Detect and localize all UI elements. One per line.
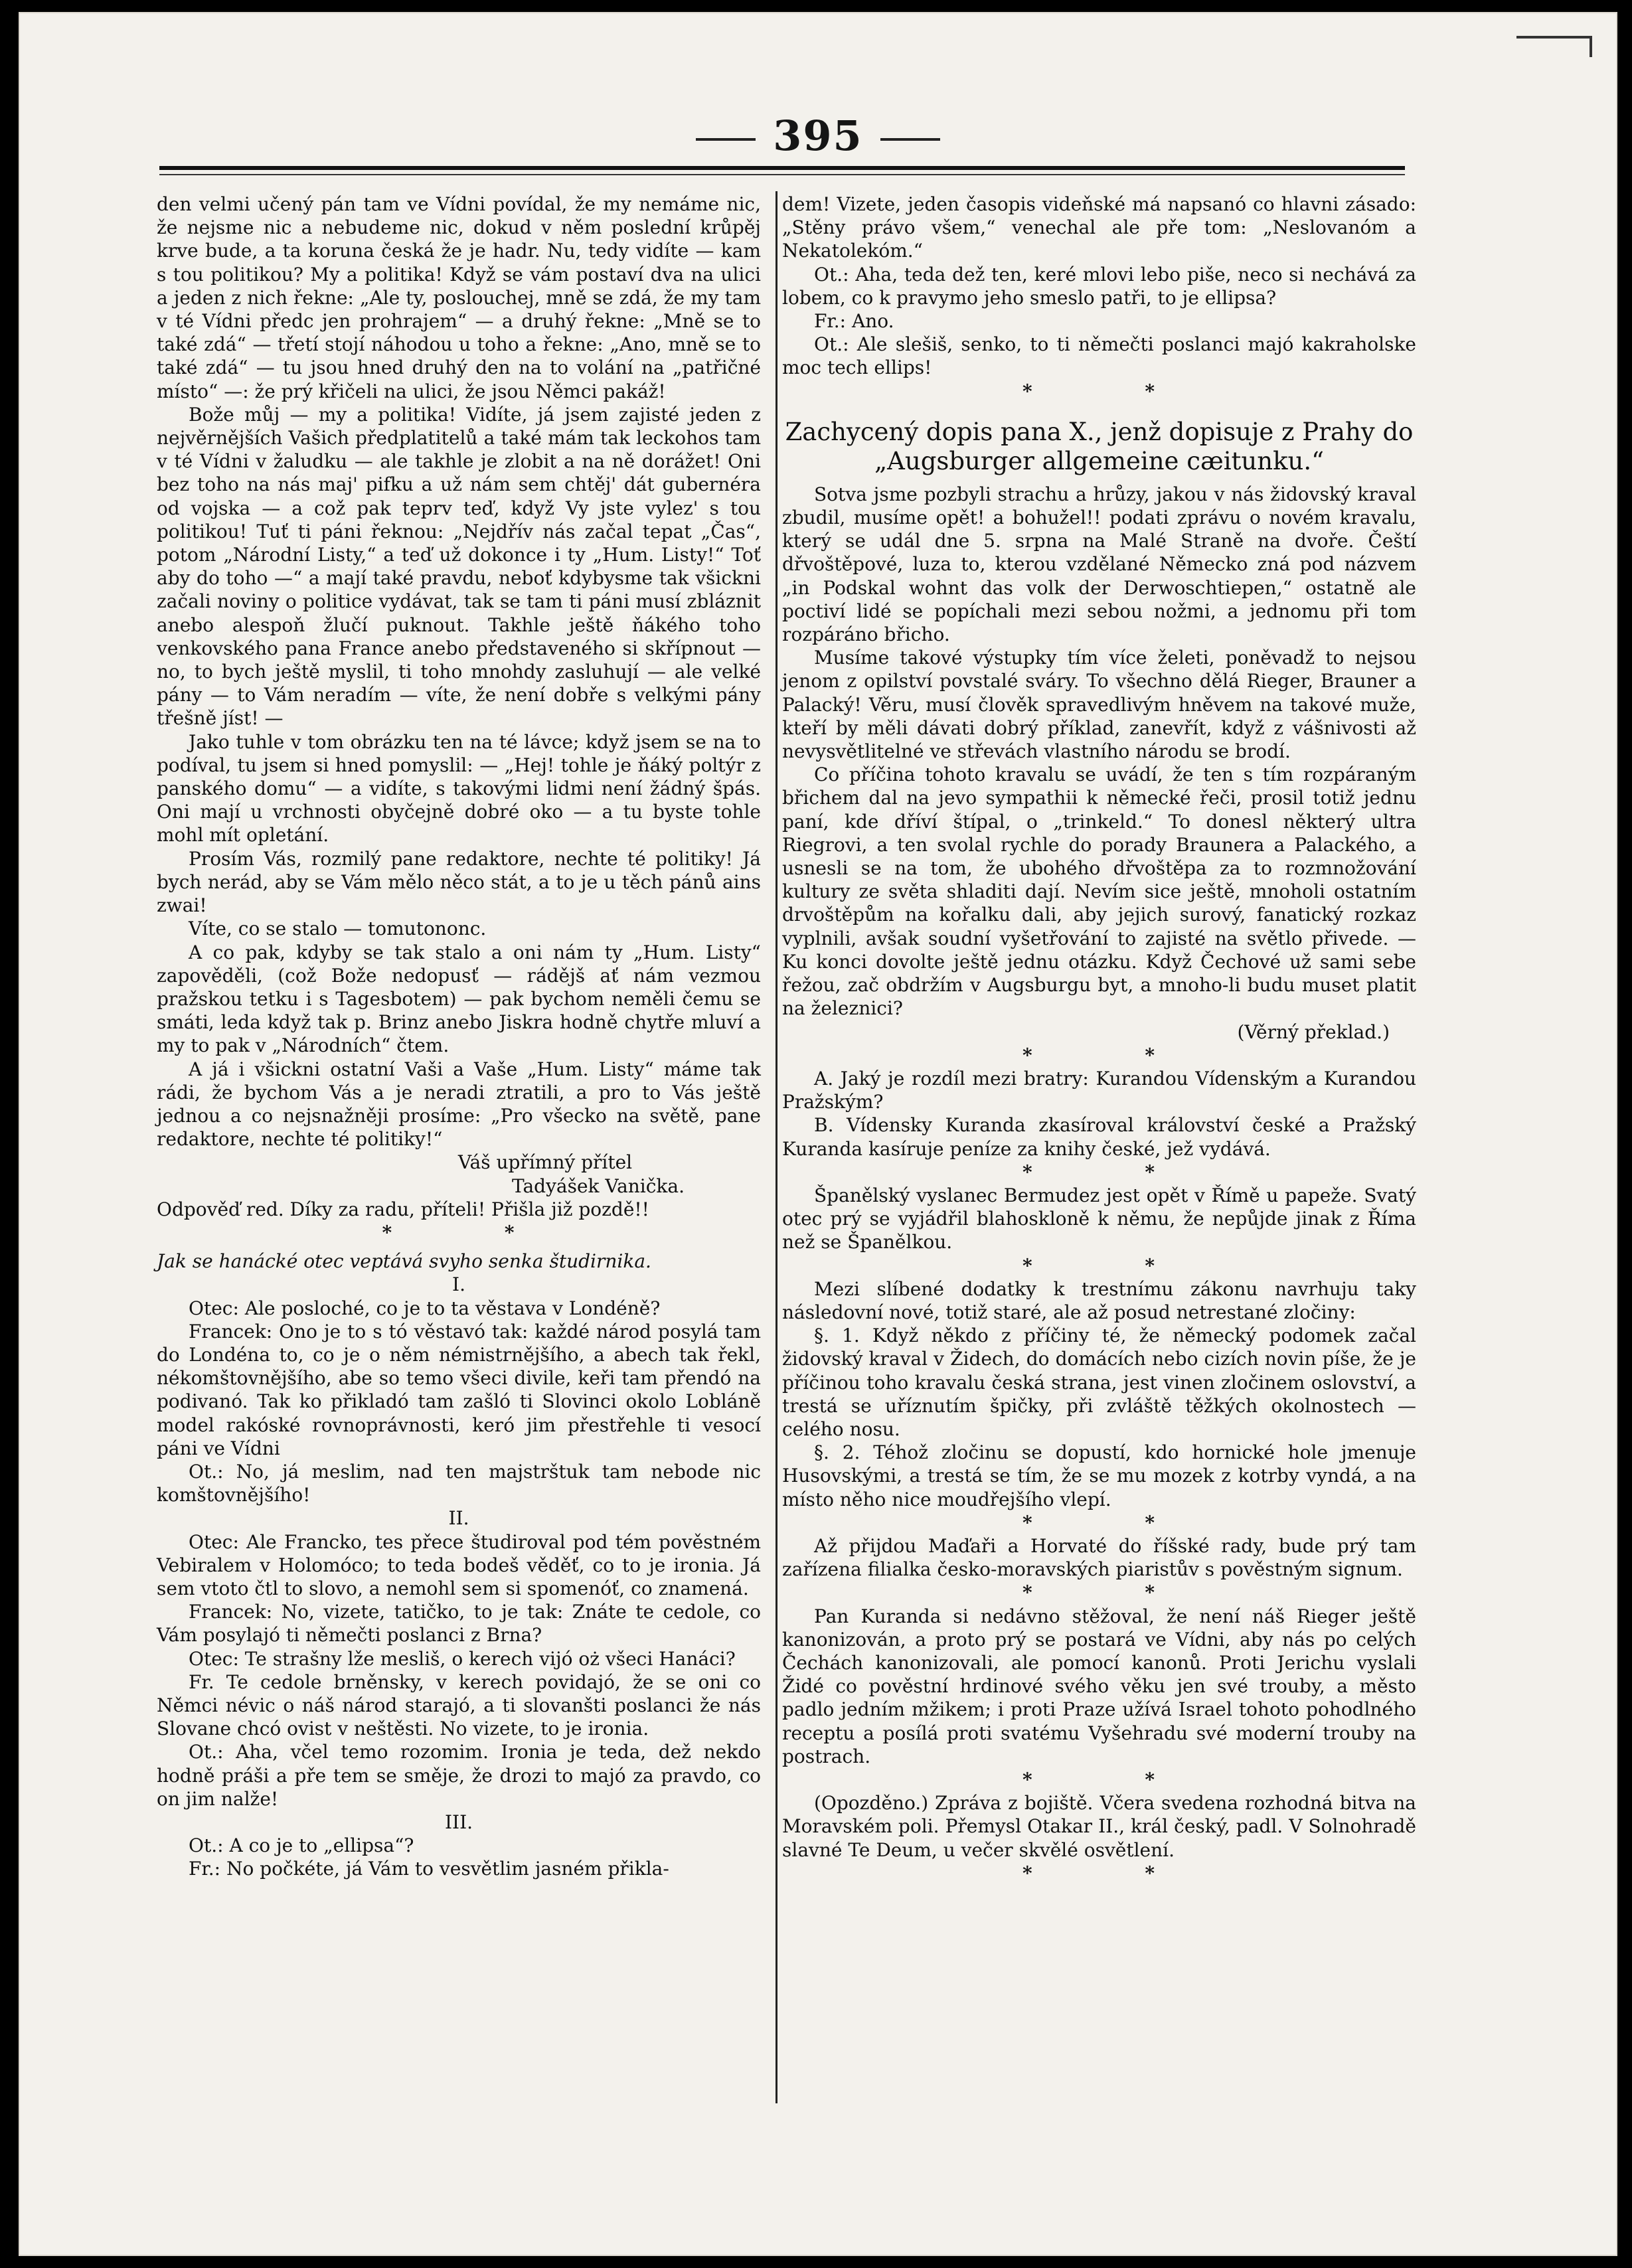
corner-bracket [1516,36,1592,57]
right-column [782,193,1416,1885]
dialogue-line: Ot.: A co je to „ellipsa“? [189,1834,414,1857]
separator-stars: * * [1022,1511,1208,1534]
column-divider [775,191,777,2103]
letter-signature: Tadyášek Vanička. [511,1174,685,1197]
letter-paragraph: Víte, co se stalo — tomutononc. [189,918,487,940]
letter-paragraph: Bože můj — my a politika! Vidíte, já jsem zajisté jeden z nejvěrnějších Vašich předplatitelů a také mám tak leckohos tam v té Vídni v žaludku — ale takhle je zlobit a na ně dorážet! Oni bez toho na nás maj' pifku a už nám sem chtěj' dát gubernéra od vojska — a což pak teprv teď, když Vy jste vylez' s tou politikou! Tuť ti páni řeknou: „Nejdřív nás začal tepat „Čas“, potom „Národní Listy,“ a teď už dokonce i ty „Hum. Listy!“ Toť aby do toho —“ a mají také pravdu, neboť kdybysme tak všickni začali noviny o politice vydávat, tak se tam ti páni musí zbláznit anebo alespoň žlučí puknout. Takhle ještě ňákého toho venkovského pana France anebo představeného si skřípnout — no, to bych ještě myslil, ti toho mnohdy zasluhují — ale velké pány — to Vám neradím — víte, že není dobře s velkými pány třešně jíst! — [157,403,761,730]
separator-stars: * * [1022,1769,1208,1791]
news-paragraph: Až přijdou Maďaři a Horvaté do říšské rady, bude prý tam zařízena filialka česko-moravských piaristův s pověstným signum. [782,1534,1416,1581]
letter-paragraph: Jako tuhle v tom obrázku ten na té lávce; když jsem se na to podíval, tu jsem si hned pomyslil: — „Hej! tohle je ňáký poltýr z panského domu“ — a vidíte, s takovými lidmi není žádný špás. Oni mají u vrchnosti obyčejně dobré oko — a tu byste tohle mohl mít opletání. [157,730,761,847]
separator-stars: * * [1022,1161,1208,1183]
article-paragraph: Sotva jsme pozbyli strachu a hrůzy, jakou v nás židovský kraval zbudil, musíme opět! a bohužel!! podati zprávu o novém kravalu, který se udál dne 5. srpna na Malé Straně na dvoře. Čeští dřvoštěpové, luza to, kterou vzdělané Německo zná pod názvem „in Podskal wohnt das volk der Derwoschtiepen,“ ostatně ale poctiví lidé se popíchali mezi sebou nožmi, a jednomu při tom rozpáráno břicho. [782,483,1416,646]
letter-paragraph: den velmi učený pán tam ve Vídni povídal, že my nemáme nic, že nejsme nic a nebudeme nic, dokud v něm poslední krůpěj krve bude, a ta koruna česká že je hadr. Nu, tedy vidíte — kam s tou politikou? My a politika! Když se vám postaví dva na ulici a jeden z nich řekne: „Ale ty, poslouchej, mně se zdá, že my tam v té Vídni předc jen prohrajem“ — a druhý řekne: „Mně se to také zdá“ — třetí stojí náhodou u toho a řekne: „Ano, mně se to také zdá“ — tu jsou hned druhý den na to volání na „patřičné místo“ —: že prý křičeli na ulici, že jsou Němci pakáž! [157,193,761,402]
dialogue-line: dem! Vizete, jeden časopis videňské má napsanó co hlavni zásado: „Stěny právo všem,“ venechal ale pře tom: „Neslovanóm a Nekatolekóm.“ [782,193,1416,262]
dialogue-line: Ot.: No, já meslim, nad ten majstrštuk tam nebode nic komštovnějšího! [157,1460,761,1506]
article-paragraph: Musíme takové výstupky tím více želeti, poněvadž to nejsou jenom z opilství povstalé sváry. To všechno dělá Rieger, Brauner a Palacký! Věru, musí člověk spravedlivým hněvem na takové muže, kteří by měli dávati dobrý příklad, zanevřít, když z vášnivosti až nevysvětlitelné ve střevách vlastního národu se brodí. [782,647,1416,763]
dialogue-line: Ot.: Aha, teda dež ten, keré mlovi lebo piše, neco si nechává za lobem, co k pravymo jeho smeslo patři, to je ellipsa? [782,263,1416,309]
dialogue-line: Ot.: Ale slešiš, senko, to ti němečti poslanci majó kakraholske moc tech ellips! [782,333,1416,379]
header-rule [159,166,1405,170]
letter-paragraph: A co pak, kdyby se tak stalo a oni nám ty „Hum. Listy“ zapověděli, (což Bože nedopusť — rádějš ať nám vezmou pražskou tetku i s Tagesbotem) — pak bychom neměli čemu se smáti, leda když tak p. Brinz anebo Jiskra hodně chytře mluví a my to pak v „Národních“ čtem. [157,941,761,1057]
news-paragraph: Mezi slíbené dodatky k trestnímu zákonu navrhuju taky následovní nové, totiž staré, ale až posud netrestané zločiny: [782,1277,1416,1323]
dialogue-line: Fr.: No počkéte, já Vám to vesvětlim jasném přikla- [189,1858,669,1880]
separator-stars: * * [1022,1254,1208,1277]
dialogue-line: Francek: Ono je to s tó věstavó tak: každé národ posylá tam do Londéna to, co je o něm némistrnějšího, a abech tak řekl, nékomštovnějšího, abe so temo všeci divile, keři tam přendó na podivanó. Tak ko přikladó tam zašló ti Slovinci okolo Lobláně model rakóské rovnoprávnosti, keró jim přestřehle ti vesocí páni ve Vídni [157,1320,761,1459]
dialogue-line: Ot.: Aha, včel temo rozomim. Ironia je teda, dež nekdo hodně práši a pře tem se směje, že drozi to majó za pravdo, co on jim nalže! [157,1741,761,1810]
newspaper-page [19,12,1617,2256]
law-paragraph: §. 1. Když někdo z příčiny té, že německý podomek začal židovský kraval v Židech, do domácích nebo cizích novin píše, že je příčinou toho kravalu česká strana, jest vinen zločinem oslovství, a trestá se uříznutím špičky, při zvláště těžkých okolnostech — celého nosu. [782,1325,1416,1440]
riddle-line: A. Jaký je rozdíl mezi bratry: Kurandou Vídenským a Kurandou Pražským? [782,1067,1416,1113]
riddle-line: B. Vídensky Kuranda zkasíroval království české a Pražský Kuranda kasíruje peníze za knihy české, jež vydává. [782,1114,1416,1160]
letter-closing: Váš upřímný přítel [457,1151,633,1174]
separator-stars: * * [1022,380,1208,402]
letter-paragraph: Prosím Vás, rozmilý pane redaktore, nechte té politiky! Já bych nerád, aby se Vám mělo něco stát, a to je u těch pánů ains zwai! [157,847,761,917]
part-number: II. [448,1507,469,1530]
translation-note: (Věrný překlad.) [1237,1020,1390,1043]
law-paragraph: §. 2. Téhož zločinu se dopustí, kdo hornické hole jmenuje Husovskými, a trestá se tím, že se mu mozek z kotrby vyndá, a na místo něho nice moudřejšího vlepí. [782,1441,1416,1510]
news-paragraph: Španělský vyslanec Bermudez jest opět v Římě u papeže. Svatý otec prý se vyjádřil blahoskloně k němu, že nepůjde jinak z Říma než se Španělkou. [782,1184,1416,1254]
news-paragraph: (Opozděno.) Zpráva z bojiště. Včera svedena rozhodná bitva na Moravském poli. Přemysl Otakar II., král český, padl. V Solnohradě slavné Te Deum, u večer skvělé osvětlení. [782,1792,1416,1861]
separator-stars: * * [1022,1044,1208,1066]
part-number: III. [444,1811,473,1834]
dialogue-title: Jak se hanácké otec veptává svyho senka študirnika. [157,1250,651,1273]
part-number: I. [452,1273,465,1296]
letter-paragraph: A já i všickni ostatní Vaši a Vaše „Hum. Listy“ máme tak rádi, že bychom Vás a je neradi ztratili, a pro to Vás ještě jednou a co nejsnažněji prosíme: „Pro všecko na světě, pane redaktore, nechte té politiky!“ [157,1058,761,1151]
article-heading: Zachycený dopis pana X., jenž dopisuje z Prahy do „Augsburger allgemeine cæitunku.“ [785,417,1414,475]
article-paragraph: Co příčina tohoto kravalu se uvádí, že ten s tím rozpáraným břichem dal na jevo sympathii k německé řeči, prosil totiž jednu paní, kde dříví štípal, o „trinkeld.“ To donesl některý ultra Riegrovi, a ten svolal rychle do porady Braunera a Palackého, a usnesli se na tom, že ubohého dřvoštěpa za to rozmnožování kultury ze světa shladiti dají. Nevím sice ještě, mnoholi ostatním drvoštěpům na kořalku dali, aby jejich surový, fanatický rozkaz vyplnili, avšak soudní vyšetřování to zajisté na světlo přivede. — Ku konci dovolte ještě jednu otázku. Když Čechové už sami sebe řežou, zač obdržím v Augsburgu byt, a mnoho-li budu muset platit na železnici? [782,764,1416,1020]
left-column [157,193,761,1881]
dialogue-line: Francek: No, vizete, tatičko, to je tak: Znáte te cedole, co Vám posylajó ti němečti poslanci z Brna? [157,1601,761,1647]
editor-reply: Odpověď red. Díky za radu, příteli! Přišla již pozdě!! [157,1198,649,1220]
header-rule-thin [159,174,1405,175]
dialogue-line: Otec: Ale Francko, tes přece študiroval pod tém pověstném Vebiralem v Holomóco; to teda bodeš věděť, co to je ironia. Já sem vtoto čtl to slovo, a nemohl sem si spomenóť, co znamená. [157,1530,761,1599]
separator-stars: * * [382,1221,568,1244]
news-paragraph: Pan Kuranda si nedávno stěžoval, že není náš Rieger ještě kanonizován, a proto prý se postará ve Vídni, aby nás po celých Čechách kanonizovali, ale pomocí kanonů. Proti Jerichu vyslali Židé co pověstní hrdinové svého věku jen své trouby, a město padlo jedním mžikem; i proti Praze užívá Israel tohoto pohodlného receptu a posílá proti svatému Vyšehradu své moderní trouby na postrach. [782,1605,1416,1767]
dialogue-line: Otec: Te strašny lže mesliš, o kerech vijó oż všeci Hanáci? [189,1647,736,1670]
separator-stars: * * [1022,1581,1208,1604]
separator-stars: * * [1022,1862,1208,1884]
page-number: 395 [19,112,1617,160]
dialogue-line: Fr.: Ano. [814,310,894,333]
dialogue-line: Otec: Ale posloché, co je to ta věstava v Londéně? [189,1297,661,1319]
dialogue-line: Fr. Te cedole brněnsky, v kerech povidajó, že se oni co Němci névic o náš národ starajó, a ti slovanšti poslanci že nás Slovane chcó ovist v neštěsti. No vizete, to je ironia. [157,1670,761,1740]
